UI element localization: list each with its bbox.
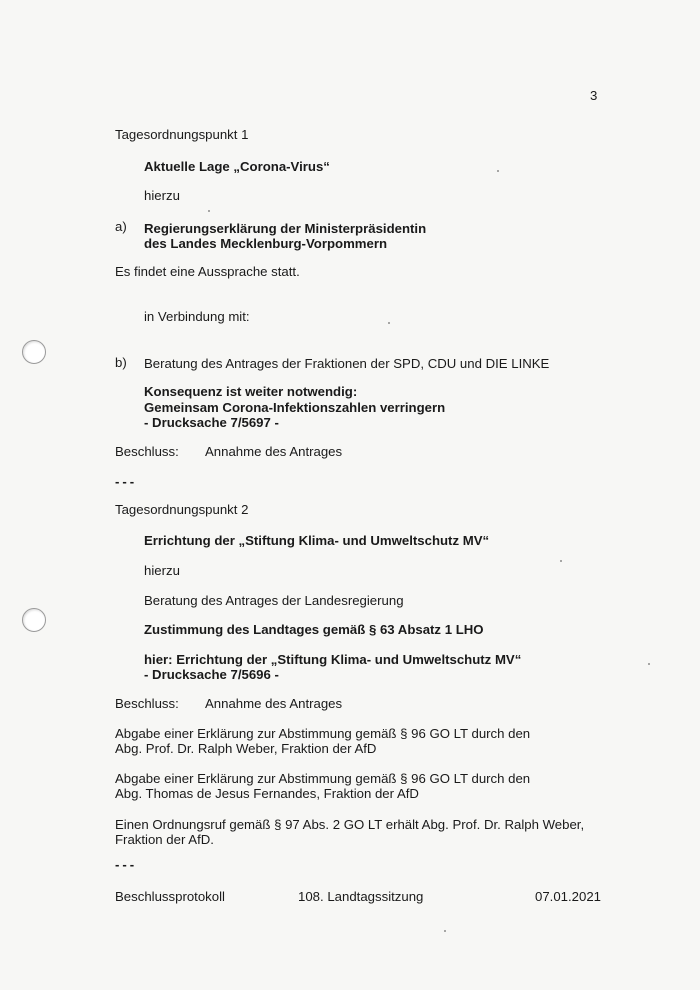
top2-title: Errichtung der „Stiftung Klima- und Umweltschutz MV“ — [144, 533, 490, 548]
top2-erklaerung2-line1: Abgabe einer Erklärung zur Abstimmung gemäß § 96 GO LT durch den — [115, 771, 531, 786]
footer-center: 108. Landtagssitzung — [298, 889, 424, 904]
top2-beschluss-label: Beschluss: — [115, 696, 179, 711]
top2-erklaerung1-line1: Abgabe einer Erklärung zur Abstimmung gemäß § 96 GO LT durch den — [115, 726, 531, 741]
top2-zustimmung: Zustimmung des Landtages gemäß § 63 Absatz 1 LHO — [144, 622, 484, 637]
page-number: 3 — [590, 88, 598, 103]
footer-left: Beschlussprotokoll — [115, 889, 225, 904]
top2-erklaerung2-line2: Abg. Thomas de Jesus Fernandes, Fraktion der AfD — [115, 786, 419, 801]
punch-hole-top — [22, 340, 46, 364]
top1-beschluss-value: Annahme des Antrages — [205, 444, 343, 459]
top1-item-a-line2: des Landes Mecklenburg-Vorpommern — [144, 236, 388, 251]
top1-item-b-title2: Gemeinsam Corona-Infektionszahlen verringern — [144, 400, 446, 415]
top2-hier: hier: Errichtung der „Stiftung Klima- und Umweltschutz MV“ — [144, 652, 522, 667]
top1-hierzu: hierzu — [144, 188, 180, 203]
top1-title: Aktuelle Lage „Corona-Virus“ — [144, 159, 330, 174]
separator-2: --- — [115, 857, 138, 872]
footer-right: 07.01.2021 — [535, 889, 602, 904]
top1-item-b-title1: Konsequenz ist weiter notwendig: — [144, 384, 358, 399]
top1-item-b-line: Beratung des Antrages der Fraktionen der SPD, CDU und DIE LINKE — [144, 356, 550, 371]
punch-hole-bottom — [22, 608, 46, 632]
scan-speck — [388, 322, 390, 324]
top2-label: Tagesordnungspunkt 2 — [115, 502, 249, 517]
top2-drucksache: - Drucksache 7/5696 - — [144, 667, 279, 682]
top1-item-a-line1: Regierungserklärung der Ministerpräsidentin — [144, 221, 427, 236]
top1-aussprache: Es findet eine Aussprache statt. — [115, 264, 300, 279]
top1-beschluss-label: Beschluss: — [115, 444, 179, 459]
top1-label: Tagesordnungspunkt 1 — [115, 127, 249, 142]
scan-speck — [208, 210, 210, 212]
separator-1: --- — [115, 474, 138, 489]
top1-item-a-marker: a) — [115, 219, 127, 234]
top1-item-b-marker: b) — [115, 355, 127, 370]
top2-ordnungsruf-line2: Fraktion der AfD. — [115, 832, 214, 847]
top1-item-b-drucksache: - Drucksache 7/5697 - — [144, 415, 279, 430]
scan-speck — [444, 930, 446, 932]
top2-beratung: Beratung des Antrages der Landesregierung — [144, 593, 404, 608]
scan-speck — [648, 663, 650, 665]
top2-erklaerung1-line2: Abg. Prof. Dr. Ralph Weber, Fraktion der AfD — [115, 741, 377, 756]
top1-verbindung: in Verbindung mit: — [144, 309, 250, 324]
top2-hierzu: hierzu — [144, 563, 180, 578]
top2-ordnungsruf-line1: Einen Ordnungsruf gemäß § 97 Abs. 2 GO LT erhält Abg. Prof. Dr. Ralph Weber, — [115, 817, 585, 832]
scan-speck — [560, 560, 562, 562]
top2-beschluss-value: Annahme des Antrages — [205, 696, 343, 711]
scan-speck — [497, 170, 499, 172]
